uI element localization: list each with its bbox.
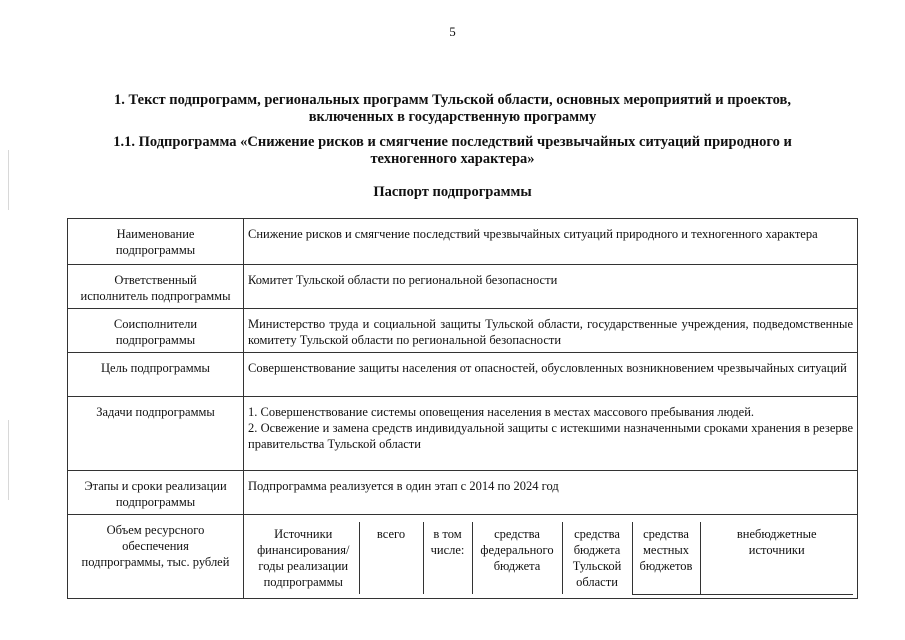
funding-header-cell: в том числе: (423, 522, 472, 594)
table-row (68, 265, 858, 309)
funding-block (244, 515, 858, 599)
row-value: Подпрограмма реализуется в один этап с 2014 по 2024 год (244, 471, 858, 515)
task-item: 1. Совершенствование системы оповещения населения в местах массового пребывания людей. (248, 405, 755, 419)
row-label: Соисполнители подпрограммы (68, 309, 244, 353)
page-number: 5 (449, 24, 456, 39)
funding-table (248, 522, 853, 595)
subsection-heading (60, 134, 845, 168)
row-value (244, 397, 858, 471)
table-row (68, 397, 858, 471)
table-row (68, 515, 858, 599)
row-label: Этапы и сроки реализации подпрограммы (68, 471, 244, 515)
table-row (68, 219, 858, 265)
table-row (68, 353, 858, 397)
table-row (68, 309, 858, 353)
row-label: Цель подпрограммы (68, 353, 244, 397)
heading-line: 1. Текст подпрограмм, региональных программ Тульской области, основных мероприятий и проектов, (114, 92, 791, 108)
funding-header-cell: средства бюджета Тульской области (562, 522, 632, 594)
funding-header-cell: средства федерального бюджета (472, 522, 562, 594)
row-value: Министерство труда и социальной защиты Тульской области, государственные учреждения, подведомственные комитету Тульской области по региональной безопасности (244, 309, 858, 353)
task-item: 2. Освежение и замена средств индивидуальной защиты с истекшими назначенными сроками хранения в резерве правительства Тульской области (248, 421, 853, 451)
row-label: Объем ресурсного обеспечения подпрограммы, тыс. рублей (68, 515, 244, 599)
scan-edge-mark (8, 150, 9, 210)
row-value: Совершенствование защиты населения от опасностей, обусловленных возникновением чрезвычайных ситуаций (244, 353, 858, 397)
row-label: Ответственный исполнитель подпрограммы (68, 265, 244, 309)
row-value: Комитет Тульской области по региональной безопасности (244, 265, 858, 309)
passport-table (67, 218, 858, 599)
row-label: Задачи подпрограммы (68, 397, 244, 471)
funding-header-cell: внебюджетные источники (700, 522, 853, 594)
row-value: Снижение рисков и смягчение последствий чрезвычайных ситуаций природного и техногенного характера (244, 219, 858, 265)
funding-header-row (248, 522, 853, 594)
funding-header-cell: Источники финансирования/ годы реализации подпрограммы (248, 522, 359, 594)
section-heading (60, 92, 845, 126)
funding-header-cell: средства местных бюджетов (632, 522, 700, 594)
heading-line: 1.1. Подпрограмма «Снижение рисков и смягчение последствий чрезвычайных ситуаций природного и (113, 134, 792, 150)
funding-header-cell: всего (359, 522, 423, 594)
passport-heading: Паспорт подпрограммы (373, 184, 532, 200)
heading-line: включенных в государственную программу (308, 109, 597, 125)
heading-line: техногенного характера» (370, 151, 535, 167)
scan-edge-mark (8, 420, 9, 500)
row-label: Наименование подпрограммы (68, 219, 244, 265)
table-row (68, 471, 858, 515)
